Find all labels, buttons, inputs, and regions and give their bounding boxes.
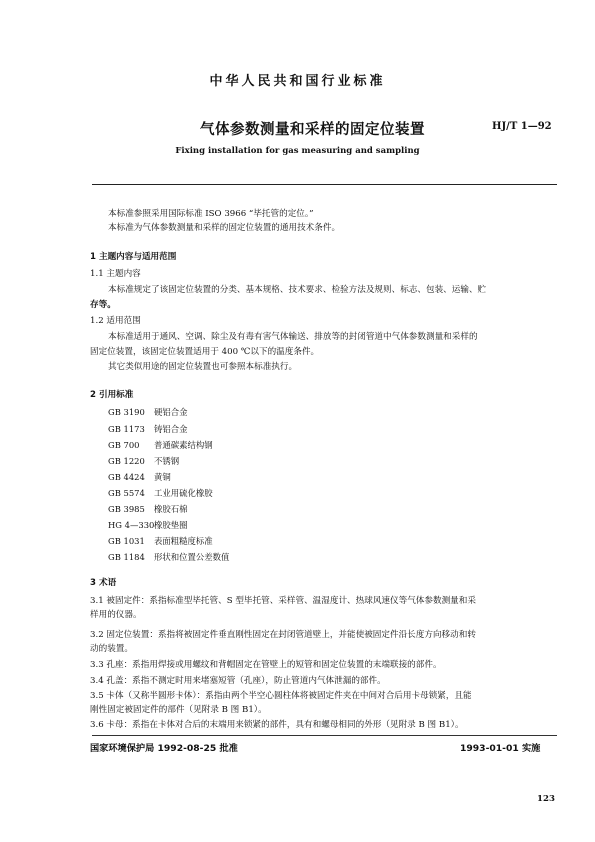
ref-row (108, 536, 213, 547)
standard-code: HJ/T 1—92 (492, 121, 552, 132)
term-3-5-line-2: 刚性固定被固定件的部件（见附录 B 图 B1）。 (90, 705, 267, 715)
term-3-3: 3.3 孔座：系指用焊接或用螺纹和背帽固定在管壁上的短管和固定位装置的末端联接的部件。 (90, 660, 442, 670)
ref-row (108, 440, 213, 451)
footer-divider (92, 735, 557, 736)
header-divider (92, 184, 557, 185)
industry-standard-heading: 中华人民共和国行业标准 (209, 74, 386, 89)
term-3-1-line-1: 3.1 被固定件：系指标准型毕托管、S 型毕托管、采样管、温湿度计、热球风速仪等气体参数测量和采 (90, 596, 476, 606)
ref-row (108, 504, 188, 515)
section-2-title: 2 引用标准 (90, 390, 134, 400)
ref-row (108, 456, 179, 467)
term-3-2-line-2: 动的装置。 (90, 644, 133, 654)
ref-name: 不锈钢 (154, 456, 180, 466)
section-1-title: 1 主题内容与适用范围 (90, 252, 177, 262)
term-3-5-line-1: 3.5 卡体（又称半圆形卡体）：系指由两个半空心圆柱体将被固定件夹在中间对合后用卡母锁紧，且能 (90, 691, 472, 701)
ref-name: 橡胶垫圈 (154, 520, 188, 530)
ref-code: GB 1173 (108, 424, 145, 434)
ref-row (108, 520, 188, 531)
section-1-2-text-2: 固定位装置，该固定位装置适用于 400 ℃以下的温度条件。 (90, 347, 320, 357)
ref-code: GB 1184 (108, 552, 145, 562)
approval-line: 国家环境保护局 1992-08-25 批准 (90, 743, 238, 754)
term-3-6: 3.6 卡母：系指在卡体对合后的末端用来锁紧的部件，具有和螺母相同的外形（见附录 B 图 B1）。 (90, 720, 464, 730)
ref-row (108, 407, 188, 418)
document-title-en: Fixing installation for gas measuring and sampling (175, 146, 420, 156)
intro-line-1: 本标准参照采用国际标准 ISO 3966 “毕托管的定位。” (108, 209, 314, 219)
ref-row (108, 424, 188, 435)
section-1-1-text-1: 本标准规定了该固定位装置的分类、基本规格、技术要求、检验方法及规则、标志、包装、运输、贮 (108, 285, 487, 295)
section-1-2-title: 1.2 适用范围 (90, 316, 141, 326)
ref-name: 硬铝合金 (154, 407, 188, 417)
ref-row (108, 488, 213, 499)
ref-name: 形状和位置公差数值 (154, 552, 230, 562)
ref-code: GB 5574 (108, 488, 145, 498)
ref-name: 橡胶石棉 (154, 504, 188, 514)
document-title-cn: 气体参数测量和采样的固定位装置 (200, 122, 425, 138)
ref-name: 普通碳素结构钢 (154, 440, 213, 450)
ref-row (108, 552, 229, 563)
intro-line-2: 本标准为气体参数测量和采样的固定位装置的通用技术条件。 (108, 223, 341, 233)
ref-name: 工业用硫化橡胶 (154, 488, 213, 498)
page-number: 123 (537, 794, 555, 804)
ref-name: 黄铜 (154, 472, 171, 482)
ref-code: GB 4424 (108, 472, 145, 482)
ref-code: GB 3985 (108, 504, 145, 514)
term-3-1-line-2: 样用的仪器。 (90, 610, 142, 620)
ref-code: GB 1031 (108, 536, 145, 546)
ref-code: HG 4—330 (108, 520, 155, 530)
section-1-2-text-3: 其它类似用途的固定位装置也可参照本标准执行。 (108, 362, 298, 372)
ref-code: GB 700 (108, 440, 140, 450)
ref-row (108, 472, 171, 483)
section-3-title: 3 术语 (90, 578, 117, 588)
ref-code: GB 3190 (108, 407, 145, 417)
section-1-1-title: 1.1 主题内容 (90, 269, 141, 279)
term-3-4: 3.4 孔盖：系指不测定时用来堵塞短管（孔座），防止管道内气体泄漏的部件。 (90, 676, 386, 686)
term-3-2-line-1: 3.2 固定位装置：系指将被固定件垂直刚性固定在封闭管道壁上，并能使被固定件沿长度方向移动和转 (90, 630, 476, 640)
section-1-2-text-1: 本标准适用于通风、空调、除尘及有毒有害气体输送、排放等的封闭管道中气体参数测量和采样的 (108, 332, 478, 342)
ref-name: 表面粗糙度标准 (154, 536, 213, 546)
section-1-1-text-2: 存等。 (90, 300, 116, 310)
effective-date: 1993-01-01 实施 (460, 743, 541, 754)
ref-code: GB 1220 (108, 456, 145, 466)
ref-name: 铸铝合金 (154, 424, 188, 434)
